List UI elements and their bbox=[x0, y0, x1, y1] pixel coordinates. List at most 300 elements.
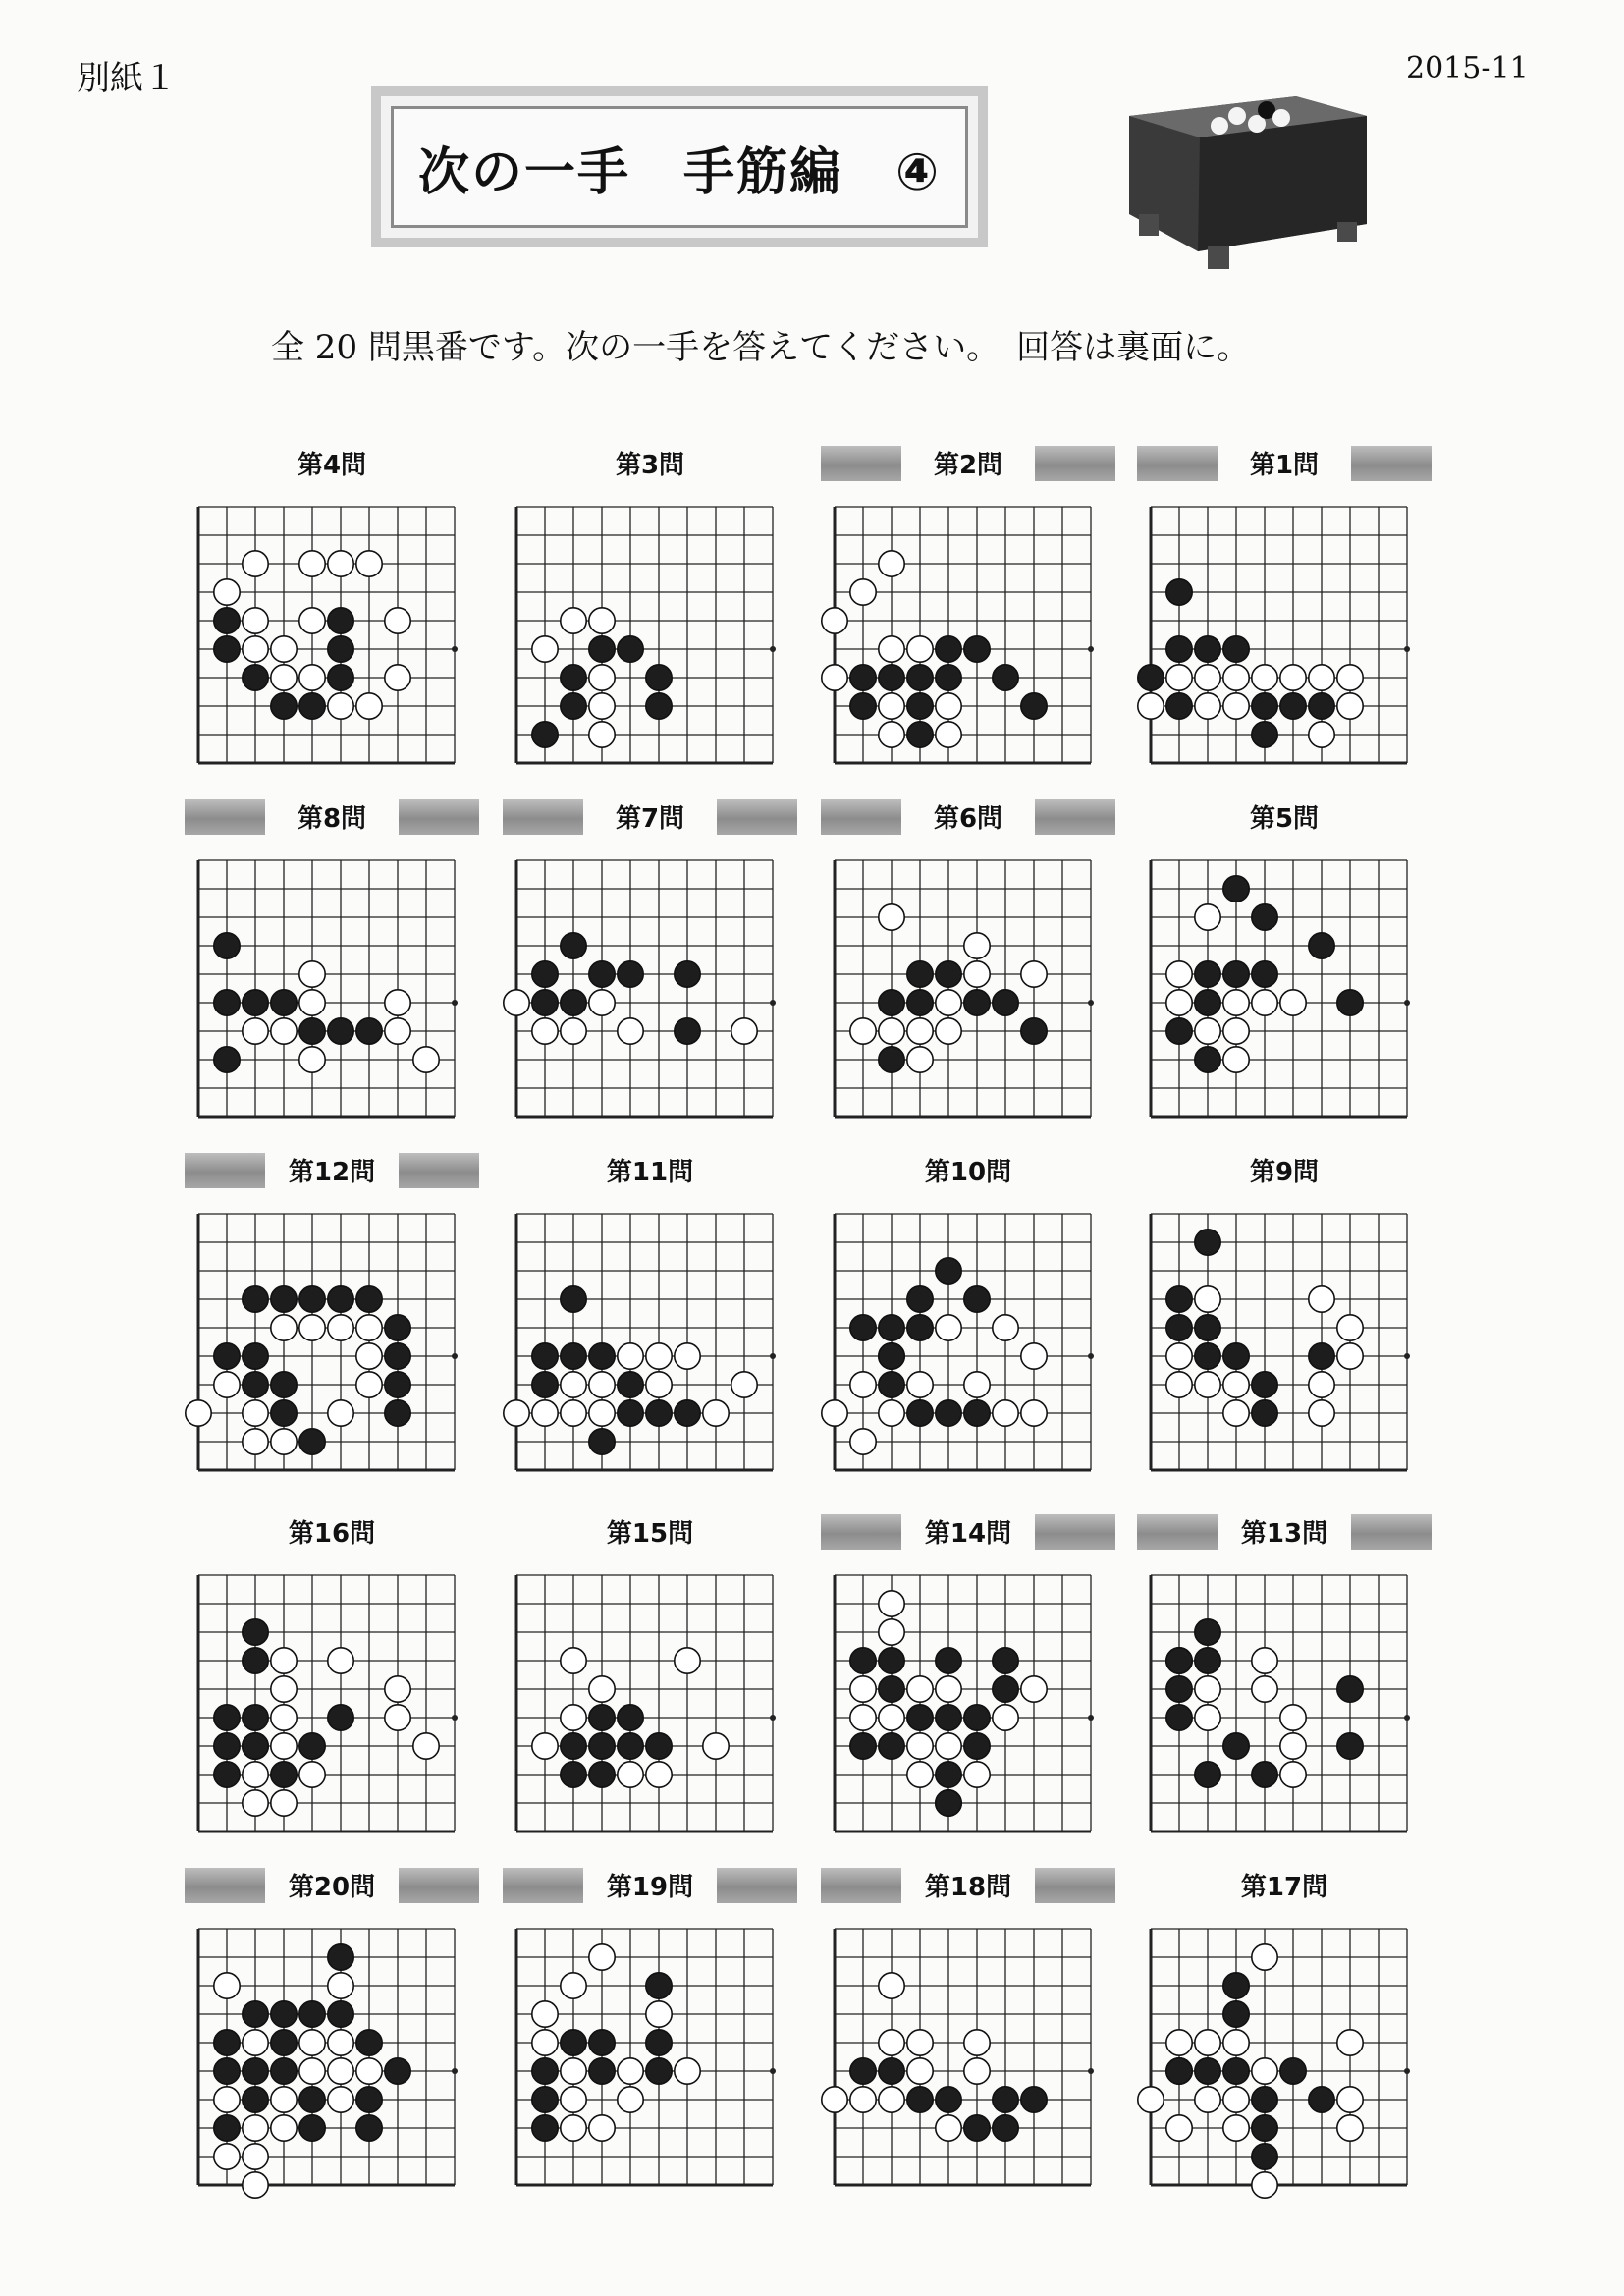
black-stone bbox=[589, 1429, 615, 1454]
problem-label bbox=[1137, 440, 1432, 485]
white-stone bbox=[356, 551, 382, 576]
white-stone bbox=[703, 1733, 729, 1759]
white-stone bbox=[589, 1944, 615, 1970]
black-stone bbox=[1252, 961, 1277, 987]
white-stone bbox=[1280, 1733, 1306, 1759]
black-stone bbox=[1252, 722, 1277, 747]
black-stone bbox=[675, 961, 700, 987]
white-stone bbox=[356, 2058, 382, 2084]
white-stone bbox=[532, 2030, 558, 2055]
black-stone bbox=[850, 693, 876, 719]
star-point bbox=[1404, 1353, 1410, 1359]
black-stone bbox=[328, 1286, 353, 1312]
black-stone bbox=[299, 2115, 325, 2141]
problem-label bbox=[1137, 793, 1432, 839]
black-stone bbox=[214, 1705, 240, 1730]
problem-label-text: 第8問 bbox=[297, 803, 367, 834]
white-stone bbox=[243, 2030, 268, 2055]
problem-label-text: 第6問 bbox=[933, 803, 1003, 834]
black-stone bbox=[907, 722, 933, 747]
black-stone bbox=[1195, 1230, 1220, 1255]
go-board bbox=[1137, 493, 1421, 777]
issue-date: 2015-11 bbox=[1406, 51, 1529, 85]
black-stone bbox=[299, 1733, 325, 1759]
black-stone bbox=[936, 2087, 961, 2112]
white-stone bbox=[214, 1973, 240, 1998]
white-stone bbox=[646, 1762, 672, 1787]
black-stone bbox=[299, 2001, 325, 2027]
black-stone bbox=[907, 665, 933, 690]
black-stone bbox=[879, 1315, 904, 1340]
black-stone bbox=[243, 2058, 268, 2084]
white-stone bbox=[271, 1705, 297, 1730]
black-stone bbox=[589, 961, 615, 987]
white-stone bbox=[879, 1400, 904, 1426]
black-stone bbox=[1166, 636, 1192, 662]
instructions: 全 20 問黒番です。次の一手を答えてください。 回答は裏面に。 bbox=[271, 328, 1251, 367]
black-stone bbox=[907, 990, 933, 1015]
black-stone bbox=[618, 1705, 643, 1730]
black-stone bbox=[907, 1286, 933, 1312]
white-stone bbox=[1195, 1705, 1220, 1730]
black-stone bbox=[1252, 2087, 1277, 2112]
white-stone bbox=[271, 1429, 297, 1454]
problem-9 bbox=[185, 1147, 479, 1461]
problem-2 bbox=[503, 440, 797, 754]
black-stone bbox=[1252, 2115, 1277, 2141]
black-stone bbox=[328, 1705, 353, 1730]
problem-label-text: 第9問 bbox=[1249, 1157, 1320, 1187]
black-stone bbox=[1195, 1047, 1220, 1072]
white-stone bbox=[561, 1973, 586, 1998]
black-stone bbox=[1195, 636, 1220, 662]
white-stone bbox=[1021, 1676, 1047, 1702]
problem-20 bbox=[1137, 1862, 1432, 2176]
star-point bbox=[1404, 646, 1410, 652]
white-stone bbox=[328, 1648, 353, 1673]
black-stone bbox=[993, 665, 1018, 690]
black-stone bbox=[907, 1315, 933, 1340]
problem-18 bbox=[503, 1862, 797, 2176]
white-stone bbox=[561, 1018, 586, 1044]
go-board bbox=[1137, 1200, 1421, 1484]
black-stone bbox=[328, 636, 353, 662]
white-stone bbox=[907, 2058, 933, 2084]
black-stone bbox=[532, 1372, 558, 1397]
black-stone bbox=[618, 636, 643, 662]
black-stone bbox=[532, 990, 558, 1015]
white-stone bbox=[532, 2001, 558, 2027]
white-stone bbox=[299, 961, 325, 987]
black-stone bbox=[618, 1372, 643, 1397]
go-board bbox=[503, 1200, 786, 1484]
black-stone bbox=[1195, 961, 1220, 987]
white-stone bbox=[1195, 693, 1220, 719]
black-stone bbox=[850, 1733, 876, 1759]
black-stone bbox=[879, 665, 904, 690]
white-stone bbox=[1021, 1343, 1047, 1369]
white-stone bbox=[907, 1372, 933, 1397]
problem-19 bbox=[821, 1862, 1115, 2176]
problem-label-text: 第12問 bbox=[288, 1157, 376, 1187]
white-stone bbox=[850, 1676, 876, 1702]
white-stone bbox=[850, 2087, 876, 2112]
black-stone bbox=[1223, 2058, 1249, 2084]
black-stone bbox=[936, 1648, 961, 1673]
black-stone bbox=[271, 990, 297, 1015]
white-stone bbox=[850, 1372, 876, 1397]
white-stone bbox=[936, 990, 961, 1015]
black-stone bbox=[1252, 904, 1277, 930]
black-stone bbox=[214, 636, 240, 662]
white-stone bbox=[703, 1400, 729, 1426]
problem-label-text: 第1問 bbox=[1249, 450, 1320, 480]
white-stone bbox=[271, 636, 297, 662]
star-point bbox=[452, 1000, 458, 1006]
black-stone bbox=[993, 990, 1018, 1015]
black-stone bbox=[1166, 1676, 1192, 1702]
black-stone bbox=[1166, 1648, 1192, 1673]
black-stone bbox=[299, 1286, 325, 1312]
black-stone bbox=[328, 1944, 353, 1970]
problem-6 bbox=[503, 793, 797, 1108]
white-stone bbox=[299, 665, 325, 690]
white-stone bbox=[1195, 1286, 1220, 1312]
white-stone bbox=[1337, 2030, 1363, 2055]
go-board bbox=[821, 1561, 1105, 1845]
white-stone bbox=[561, 1705, 586, 1730]
white-stone bbox=[1252, 1944, 1277, 1970]
black-stone bbox=[214, 1733, 240, 1759]
white-stone bbox=[822, 608, 847, 633]
white-stone bbox=[1195, 665, 1220, 690]
white-stone bbox=[907, 1733, 933, 1759]
white-stone bbox=[1166, 665, 1192, 690]
white-stone bbox=[299, 2058, 325, 2084]
black-stone bbox=[243, 1733, 268, 1759]
white-stone bbox=[328, 1973, 353, 1998]
black-stone bbox=[646, 2030, 672, 2055]
black-stone bbox=[385, 1343, 410, 1369]
white-stone bbox=[243, 551, 268, 576]
black-stone bbox=[271, 2001, 297, 2027]
white-stone bbox=[243, 1429, 268, 1454]
black-stone bbox=[1252, 1372, 1277, 1397]
black-stone bbox=[1280, 2058, 1306, 2084]
page-title: 次の一手 手筋編 ④ bbox=[391, 106, 968, 228]
title-frame bbox=[371, 86, 988, 247]
black-stone bbox=[936, 1400, 961, 1426]
white-stone bbox=[271, 665, 297, 690]
go-board bbox=[185, 1200, 468, 1484]
black-stone bbox=[1166, 1286, 1192, 1312]
star-point bbox=[452, 2068, 458, 2074]
black-stone bbox=[589, 2058, 615, 2084]
black-stone bbox=[385, 2058, 410, 2084]
white-stone bbox=[299, 608, 325, 633]
black-stone bbox=[879, 1047, 904, 1072]
star-point bbox=[1404, 2068, 1410, 2074]
white-stone bbox=[385, 1018, 410, 1044]
black-stone bbox=[879, 1372, 904, 1397]
white-stone bbox=[964, 2058, 990, 2084]
black-stone bbox=[532, 2115, 558, 2141]
black-stone bbox=[879, 1676, 904, 1702]
star-point bbox=[1088, 1353, 1094, 1359]
white-stone bbox=[936, 722, 961, 747]
problem-label-text: 第18問 bbox=[924, 1872, 1012, 1902]
white-stone bbox=[1252, 1676, 1277, 1702]
white-stone bbox=[1280, 1705, 1306, 1730]
black-stone bbox=[1337, 1676, 1363, 1702]
white-stone bbox=[907, 1018, 933, 1044]
white-stone bbox=[936, 1315, 961, 1340]
problem-label bbox=[1137, 1862, 1432, 1907]
white-stone bbox=[1337, 2087, 1363, 2112]
black-stone bbox=[561, 665, 586, 690]
black-stone bbox=[618, 1733, 643, 1759]
go-board bbox=[503, 1915, 786, 2199]
white-stone bbox=[328, 551, 353, 576]
black-stone bbox=[646, 665, 672, 690]
white-stone bbox=[243, 1790, 268, 1816]
black-stone bbox=[1252, 693, 1277, 719]
white-stone bbox=[1337, 693, 1363, 719]
black-stone bbox=[243, 1648, 268, 1673]
black-stone bbox=[589, 2030, 615, 2055]
go-board bbox=[821, 847, 1105, 1130]
star-point bbox=[1088, 1000, 1094, 1006]
white-stone bbox=[243, 2115, 268, 2141]
black-stone bbox=[532, 2058, 558, 2084]
black-stone bbox=[589, 1705, 615, 1730]
black-stone bbox=[1223, 636, 1249, 662]
white-stone bbox=[675, 1648, 700, 1673]
white-stone bbox=[186, 1400, 211, 1426]
white-stone bbox=[271, 1018, 297, 1044]
white-stone bbox=[731, 1372, 757, 1397]
go-board bbox=[1137, 1915, 1421, 2199]
black-stone bbox=[936, 1762, 961, 1787]
white-stone bbox=[1195, 1372, 1220, 1397]
black-stone bbox=[1195, 2058, 1220, 2084]
black-stone bbox=[328, 2001, 353, 2027]
white-stone bbox=[1337, 665, 1363, 690]
black-stone bbox=[964, 1705, 990, 1730]
black-stone bbox=[532, 2087, 558, 2112]
white-stone bbox=[561, 2058, 586, 2084]
star-point bbox=[452, 1353, 458, 1359]
white-stone bbox=[879, 636, 904, 662]
black-stone bbox=[964, 636, 990, 662]
white-stone bbox=[356, 693, 382, 719]
star-point bbox=[452, 646, 458, 652]
problem-label bbox=[185, 440, 479, 485]
white-stone bbox=[731, 1018, 757, 1044]
black-stone bbox=[243, 1372, 268, 1397]
problem-label bbox=[503, 793, 797, 839]
white-stone bbox=[356, 1372, 382, 1397]
problem-label-text: 第15問 bbox=[606, 1518, 694, 1549]
white-stone bbox=[1166, 1343, 1192, 1369]
black-stone bbox=[1195, 1315, 1220, 1340]
black-stone bbox=[1166, 1018, 1192, 1044]
white-stone bbox=[1252, 2172, 1277, 2198]
black-stone bbox=[646, 2058, 672, 2084]
go-board bbox=[185, 1915, 468, 2199]
problem-label-text: 第2問 bbox=[933, 450, 1003, 480]
white-stone bbox=[850, 1705, 876, 1730]
star-point bbox=[1088, 2068, 1094, 2074]
black-stone bbox=[1223, 1343, 1249, 1369]
black-stone bbox=[1280, 693, 1306, 719]
black-stone bbox=[1195, 1762, 1220, 1787]
white-stone bbox=[1021, 961, 1047, 987]
white-stone bbox=[964, 1762, 990, 1787]
white-stone bbox=[532, 636, 558, 662]
white-stone bbox=[822, 665, 847, 690]
problem-label-text: 第14問 bbox=[924, 1518, 1012, 1549]
white-stone bbox=[936, 1676, 961, 1702]
white-stone bbox=[1337, 1343, 1363, 1369]
white-stone bbox=[504, 990, 529, 1015]
white-stone bbox=[1223, 1372, 1249, 1397]
white-stone bbox=[385, 1705, 410, 1730]
white-stone bbox=[214, 2144, 240, 2169]
white-stone bbox=[328, 1315, 353, 1340]
black-stone bbox=[1166, 1705, 1192, 1730]
white-stone bbox=[618, 1762, 643, 1787]
black-stone bbox=[1223, 1973, 1249, 1998]
black-stone bbox=[299, 2087, 325, 2112]
problem-3 bbox=[821, 440, 1115, 754]
go-board bbox=[1137, 847, 1421, 1130]
white-stone bbox=[561, 1648, 586, 1673]
white-stone bbox=[1195, 2087, 1220, 2112]
problem-label bbox=[185, 1862, 479, 1907]
white-stone bbox=[561, 2087, 586, 2112]
black-stone bbox=[532, 1343, 558, 1369]
problem-1 bbox=[185, 440, 479, 754]
black-stone bbox=[850, 665, 876, 690]
black-stone bbox=[356, 1018, 382, 1044]
black-stone bbox=[271, 2058, 297, 2084]
black-stone bbox=[561, 1762, 586, 1787]
black-stone bbox=[214, 2030, 240, 2055]
problem-label-text: 第7問 bbox=[615, 803, 685, 834]
black-stone bbox=[1309, 933, 1334, 958]
black-stone bbox=[243, 1343, 268, 1369]
go-board bbox=[1137, 1561, 1421, 1845]
problem-11 bbox=[821, 1147, 1115, 1461]
black-stone bbox=[1252, 1400, 1277, 1426]
white-stone bbox=[243, 1762, 268, 1787]
black-stone bbox=[532, 722, 558, 747]
problem-label-text: 第11問 bbox=[606, 1157, 694, 1187]
white-stone bbox=[1138, 2087, 1164, 2112]
white-stone bbox=[879, 1973, 904, 1998]
white-stone bbox=[589, 693, 615, 719]
white-stone bbox=[936, 1733, 961, 1759]
white-stone bbox=[532, 1733, 558, 1759]
white-stone bbox=[993, 1705, 1018, 1730]
black-stone bbox=[1309, 1343, 1334, 1369]
white-stone bbox=[1309, 1286, 1334, 1312]
black-stone bbox=[589, 1343, 615, 1369]
problem-4 bbox=[1137, 440, 1432, 754]
white-stone bbox=[1280, 665, 1306, 690]
black-stone bbox=[328, 608, 353, 633]
white-stone bbox=[328, 693, 353, 719]
star-point bbox=[770, 2068, 776, 2074]
black-stone bbox=[214, 933, 240, 958]
white-stone bbox=[299, 1762, 325, 1787]
white-stone bbox=[993, 1315, 1018, 1340]
star-point bbox=[452, 1715, 458, 1721]
white-stone bbox=[271, 1790, 297, 1816]
black-stone bbox=[1166, 693, 1192, 719]
white-stone bbox=[1166, 990, 1192, 1015]
white-stone bbox=[1166, 2115, 1192, 2141]
black-stone bbox=[1166, 579, 1192, 605]
go-board bbox=[821, 1200, 1105, 1484]
black-stone bbox=[1309, 2087, 1334, 2112]
white-stone bbox=[328, 2087, 353, 2112]
black-stone bbox=[532, 961, 558, 987]
go-board bbox=[503, 847, 786, 1130]
white-stone bbox=[271, 1315, 297, 1340]
problem-label bbox=[821, 1862, 1115, 1907]
white-stone bbox=[561, 608, 586, 633]
white-stone bbox=[936, 1018, 961, 1044]
white-stone bbox=[243, 1018, 268, 1044]
star-point bbox=[1404, 1715, 1410, 1721]
white-stone bbox=[822, 2087, 847, 2112]
black-stone bbox=[385, 1372, 410, 1397]
white-stone bbox=[214, 2087, 240, 2112]
star-point bbox=[1088, 646, 1094, 652]
black-stone bbox=[936, 636, 961, 662]
white-stone bbox=[907, 1676, 933, 1702]
black-stone bbox=[385, 1315, 410, 1340]
white-stone bbox=[1252, 990, 1277, 1015]
black-stone bbox=[299, 1429, 325, 1454]
white-stone bbox=[299, 1315, 325, 1340]
black-stone bbox=[243, 1286, 268, 1312]
black-stone bbox=[964, 990, 990, 1015]
black-stone bbox=[850, 2058, 876, 2084]
white-stone bbox=[1223, 1400, 1249, 1426]
white-stone bbox=[1138, 693, 1164, 719]
problem-label-text: 第17問 bbox=[1240, 1872, 1328, 1902]
white-stone bbox=[1195, 2030, 1220, 2055]
white-stone bbox=[1252, 665, 1277, 690]
black-stone bbox=[243, 2087, 268, 2112]
black-stone bbox=[936, 1705, 961, 1730]
black-stone bbox=[1021, 693, 1047, 719]
problem-label bbox=[185, 1147, 479, 1192]
black-stone bbox=[936, 1790, 961, 1816]
white-stone bbox=[589, 665, 615, 690]
problem-label-text: 第19問 bbox=[606, 1872, 694, 1902]
black-stone bbox=[214, 2058, 240, 2084]
star-point bbox=[1404, 1000, 1410, 1006]
white-stone bbox=[646, 1343, 672, 1369]
black-stone bbox=[243, 1705, 268, 1730]
white-stone bbox=[214, 1372, 240, 1397]
problem-10 bbox=[503, 1147, 797, 1461]
white-stone bbox=[328, 2058, 353, 2084]
